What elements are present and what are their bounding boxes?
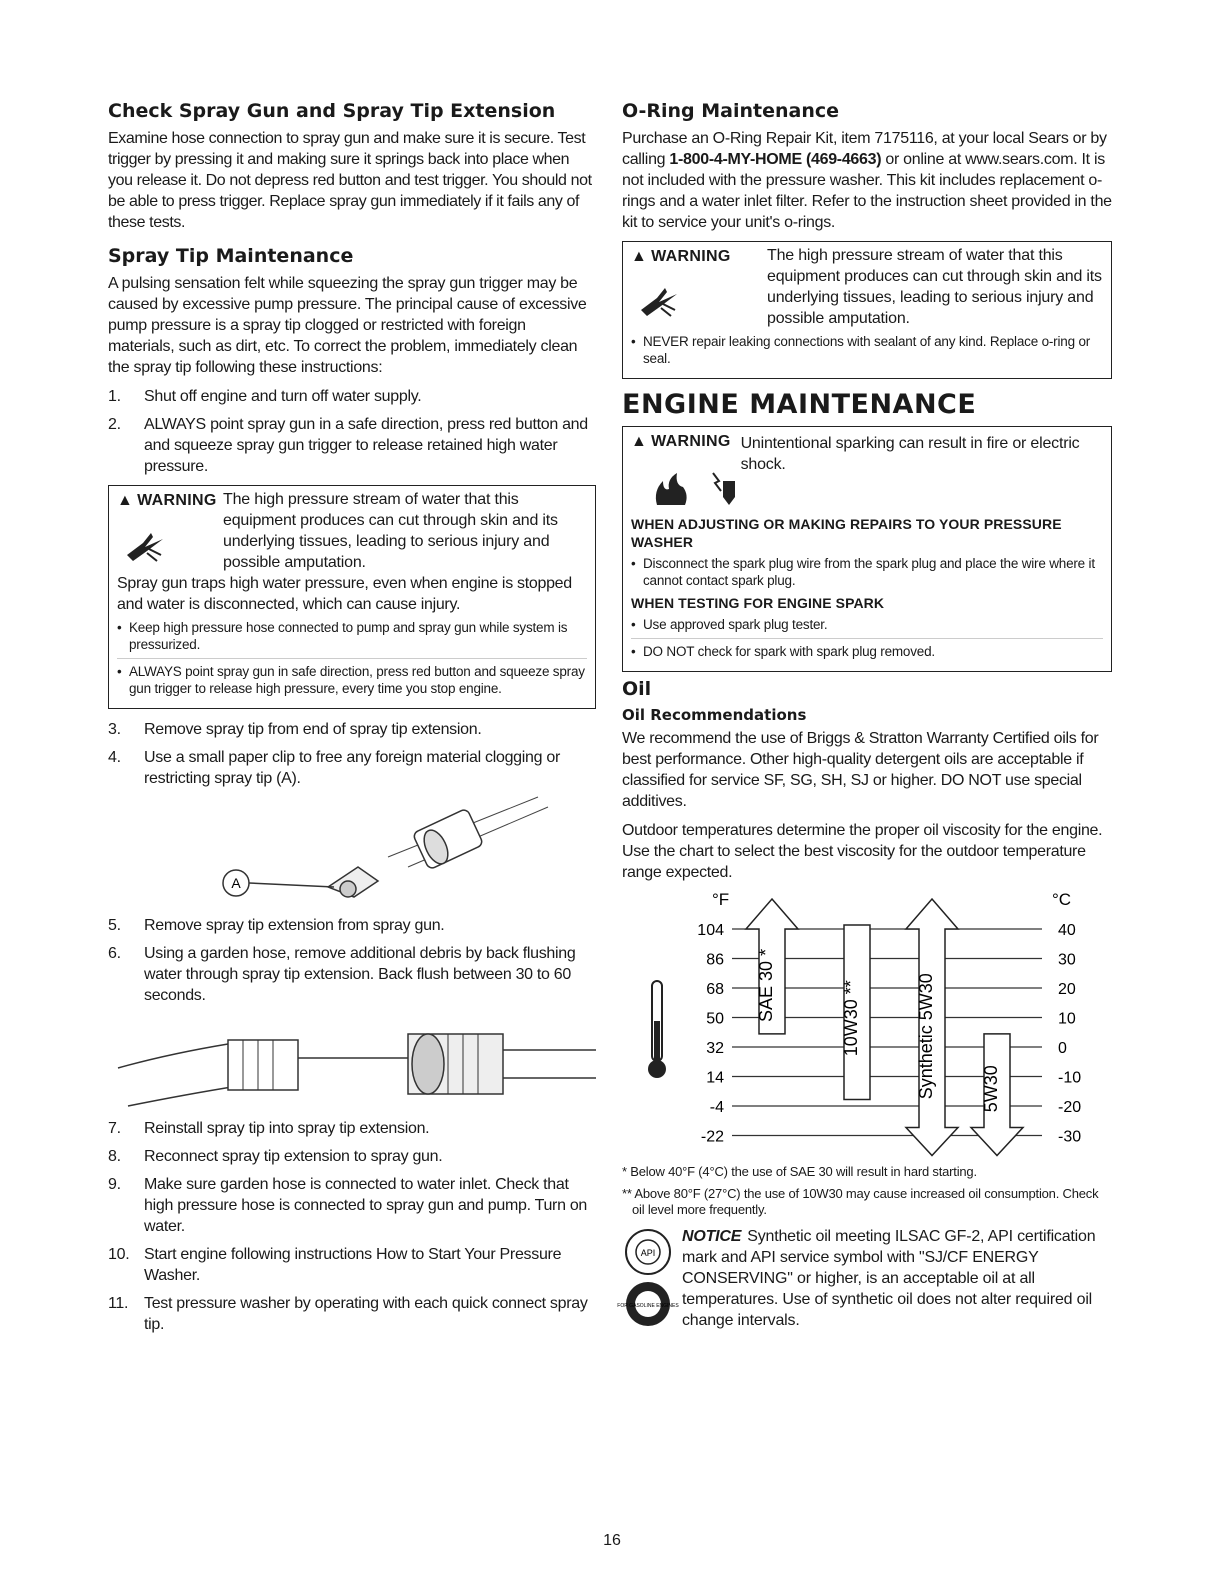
electric-shock-icon — [709, 471, 739, 507]
left-column — [108, 100, 596, 1343]
warning-label: ▲ WARNING — [631, 433, 731, 450]
right-column — [617, 100, 1112, 1335]
hazard-icons — [631, 471, 1103, 507]
list-item: 8. Reconnect spray tip extension to spray gun. — [108, 1148, 443, 1165]
page-number: 16 — [603, 1532, 621, 1549]
spray-tip-text: A pulsing sensation felt while squeezing the spray gun trigger may be caused by excessive pump pressure. The principal cause of excessive pump pressure is a spray tip clogged or restricted with foreign materials, such as dirt, etc. To correct the problem, immediately clean the spray tip following these instructions: — [108, 275, 587, 376]
oring-title: O-Ring Maintenance — [622, 100, 840, 122]
warning-text: The high pressure stream of water that this equipment produces can cut through skin and its underlying tissues, leading to serious injury and possible amputation. — [223, 491, 558, 571]
warning-box-spark — [622, 426, 1112, 672]
f-tick-label: 50 — [706, 1010, 724, 1028]
high-pressure-spray-icon — [117, 489, 173, 573]
oil-text-1: We recommend the use of Briggs & Stratton Warranty Certified oils for best performance. Other high-quality detergent oils are acceptable if classified for service SF, SG, SH, SJ or higher. DO NOT use special additives. — [622, 730, 1099, 810]
f-tick-label: 104 — [697, 922, 724, 939]
footnote-1: * Below 40°F (4°C) the use of SAE 30 will result in hard starting. — [622, 1164, 977, 1179]
list-item: 10. Start engine following instructions How to Start Your Pressure Washer. — [108, 1246, 562, 1284]
c-tick-label: -30 — [1058, 1128, 1082, 1146]
steps-list-c — [108, 915, 596, 1006]
warning-bullet: • Keep high pressure hose connected to pump and spray gun while system is pressurized. — [117, 619, 587, 653]
notice-label: NOTICE — [682, 1228, 742, 1245]
list-item: 3. Remove spray tip from end of spray tip extension. — [108, 721, 482, 738]
warning-bullet: • NEVER repair leaking connections with sealant of any kind. Replace o-ring or seal. — [631, 333, 1103, 367]
warning-subheading: WHEN ADJUSTING OR MAKING REPAIRS TO YOUR PRESSURE WASHER — [631, 516, 1062, 550]
garden-hose-figure — [108, 1014, 596, 1110]
viscosity-label: 5W30 — [981, 1065, 1001, 1113]
fahrenheit-label: °F — [712, 890, 730, 909]
f-tick-label: 86 — [706, 951, 724, 969]
c-tick-label: 0 — [1058, 1040, 1067, 1057]
footnote-2: ** Above 80°F (27°C) the use of 10W30 may cause increased oil consumption. Check oil level more frequently. — [622, 1186, 1099, 1217]
oring-text: Purchase an O-Ring Repair Kit, item 7175116, at your local Sears or by calling 1-800-4-MY-HOME (469-4663) or online at www.sears.com. It is not included with the pressure washer. This kit includes replacement o-rings and a water inlet filter. Refer to the instruction sheet provided in the kit to service your unit's o-rings. — [622, 130, 1112, 231]
f-tick-label: 68 — [706, 981, 724, 998]
api-symbols — [617, 1226, 682, 1335]
viscosity-label: SAE 30 * — [756, 948, 776, 1022]
notice-box — [617, 1226, 1112, 1335]
warning-triangle-icon: ▲ — [631, 248, 648, 265]
warning-text: Unintentional sparking can result in fire or electric shock. — [740, 435, 1080, 473]
list-item: 9. Make sure garden hose is connected to water inlet. Check that high pressure hose is connected to spray gun and pump. Turn on water. — [108, 1176, 588, 1235]
c-tick-label: 30 — [1058, 951, 1076, 969]
f-tick-label: 32 — [706, 1040, 724, 1057]
check-spray-gun-title: Check Spray Gun and Spray Tip Extension — [108, 100, 556, 122]
badge-gasoline-text: FOR GASOLINE ENGINES — [617, 1303, 679, 1309]
warning-triangle-icon: ▲ — [631, 433, 648, 450]
warning-triangle-icon: ▲ — [117, 492, 134, 509]
f-tick-label: 14 — [706, 1069, 724, 1087]
warning-bullet: • Use approved spark plug tester. — [631, 616, 1103, 633]
spray-tip-title: Spray Tip Maintenance — [108, 245, 354, 267]
steps-list-a — [108, 386, 596, 477]
warning-label: ▲ WARNING — [631, 248, 731, 265]
warning-bullet: • ALWAYS point spray gun in safe direction, press red button and squeeze spray gun trigger to release high pressure, every time you stop engine. — [117, 658, 587, 697]
warning-bullet: • DO NOT check for spark with spark plug removed. — [631, 638, 1103, 660]
phone-number: 1-800-4-MY-HOME (469-4663) — [669, 151, 882, 168]
check-spray-gun-text: Examine hose connection to spray gun and make sure it is secure. Test trigger by pressing it and making sure it springs back into place when you release it. Do not depress red button and test trigger. You should not be able to press trigger. Replace spray gun immediately if it fails any of these tests. — [108, 130, 592, 231]
figure-label-a: A — [231, 875, 241, 891]
oil-viscosity-chart — [622, 891, 1112, 1159]
c-tick-label: 40 — [1058, 922, 1076, 939]
warning-box-oring — [622, 241, 1112, 379]
list-item: 11. Test pressure washer by operating with each quick connect spray tip. — [108, 1295, 588, 1333]
f-tick-label: -22 — [700, 1128, 724, 1146]
viscosity-label: 10W30 ** — [841, 980, 861, 1057]
oil-recommendations-title: Oil Recommendations — [622, 706, 807, 724]
list-item: 2. ALWAYS point spray gun in a safe direction, press red button and and squeeze spray gun trigger to release retained high water pressure. — [108, 416, 588, 475]
c-tick-label: -20 — [1058, 1099, 1082, 1116]
high-pressure-spray-icon — [631, 245, 687, 329]
warning-label: ▲ WARNING — [117, 492, 217, 509]
notice-text: Synthetic oil meeting ILSAC GF-2, API certification mark and API service symbol with "SJ/CF ENERGY CONSERVING" or higher, is an acceptable oil at all temperatures. Use of synthetic oil does not alter required oil change intervals. — [682, 1228, 1096, 1329]
warning-text: The high pressure stream of water that this equipment produces can cut through skin and its underlying tissues, leading to serious injury and possible amputation. — [767, 247, 1102, 327]
oil-title: Oil — [622, 678, 652, 700]
list-item: 7. Reinstall spray tip into spray tip extension. — [108, 1120, 430, 1137]
warning-bullet: • Disconnect the spark plug wire from the spark plug and place the wire where it cannot contact spark plug. — [631, 555, 1103, 589]
spray-tip-figure — [108, 797, 596, 907]
warning-text-2: Spray gun traps high water pressure, even when engine is stopped and water is disconnected, which can cause injury. — [117, 575, 572, 613]
list-item: 6. Using a garden hose, remove additional debris by back flushing water through spray tip extension. Back flush between 30 to 60 seconds. — [108, 945, 576, 1004]
celsius-label: °C — [1052, 890, 1072, 909]
engine-maintenance-title: ENGINE MAINTENANCE — [622, 389, 977, 420]
thermometer-icon — [648, 981, 666, 1078]
c-tick-label: 10 — [1058, 1010, 1076, 1028]
oil-text-2: Outdoor temperatures determine the proper oil viscosity for the engine. Use the chart to select the best viscosity for the outdoor temperature range expected. — [622, 822, 1103, 881]
list-item: 4. Use a small paper clip to free any foreign material clogging or restricting spray tip (A). — [108, 749, 560, 787]
c-tick-label: 20 — [1058, 981, 1076, 998]
list-item: 1. Shut off engine and turn off water supply. — [108, 388, 422, 405]
steps-list-d — [108, 1118, 596, 1335]
viscosity-label: Synthetic 5W30 — [916, 973, 936, 1100]
badge-api-text: API — [640, 1248, 656, 1258]
f-tick-label: -4 — [709, 1099, 724, 1116]
c-tick-label: -10 — [1058, 1069, 1082, 1087]
list-item: 5. Remove spray tip extension from spray gun. — [108, 917, 445, 934]
steps-list-b — [108, 719, 596, 789]
fire-icon — [651, 471, 691, 507]
warning-box-spray — [108, 485, 596, 709]
warning-subheading: WHEN TESTING FOR ENGINE SPARK — [631, 595, 885, 611]
